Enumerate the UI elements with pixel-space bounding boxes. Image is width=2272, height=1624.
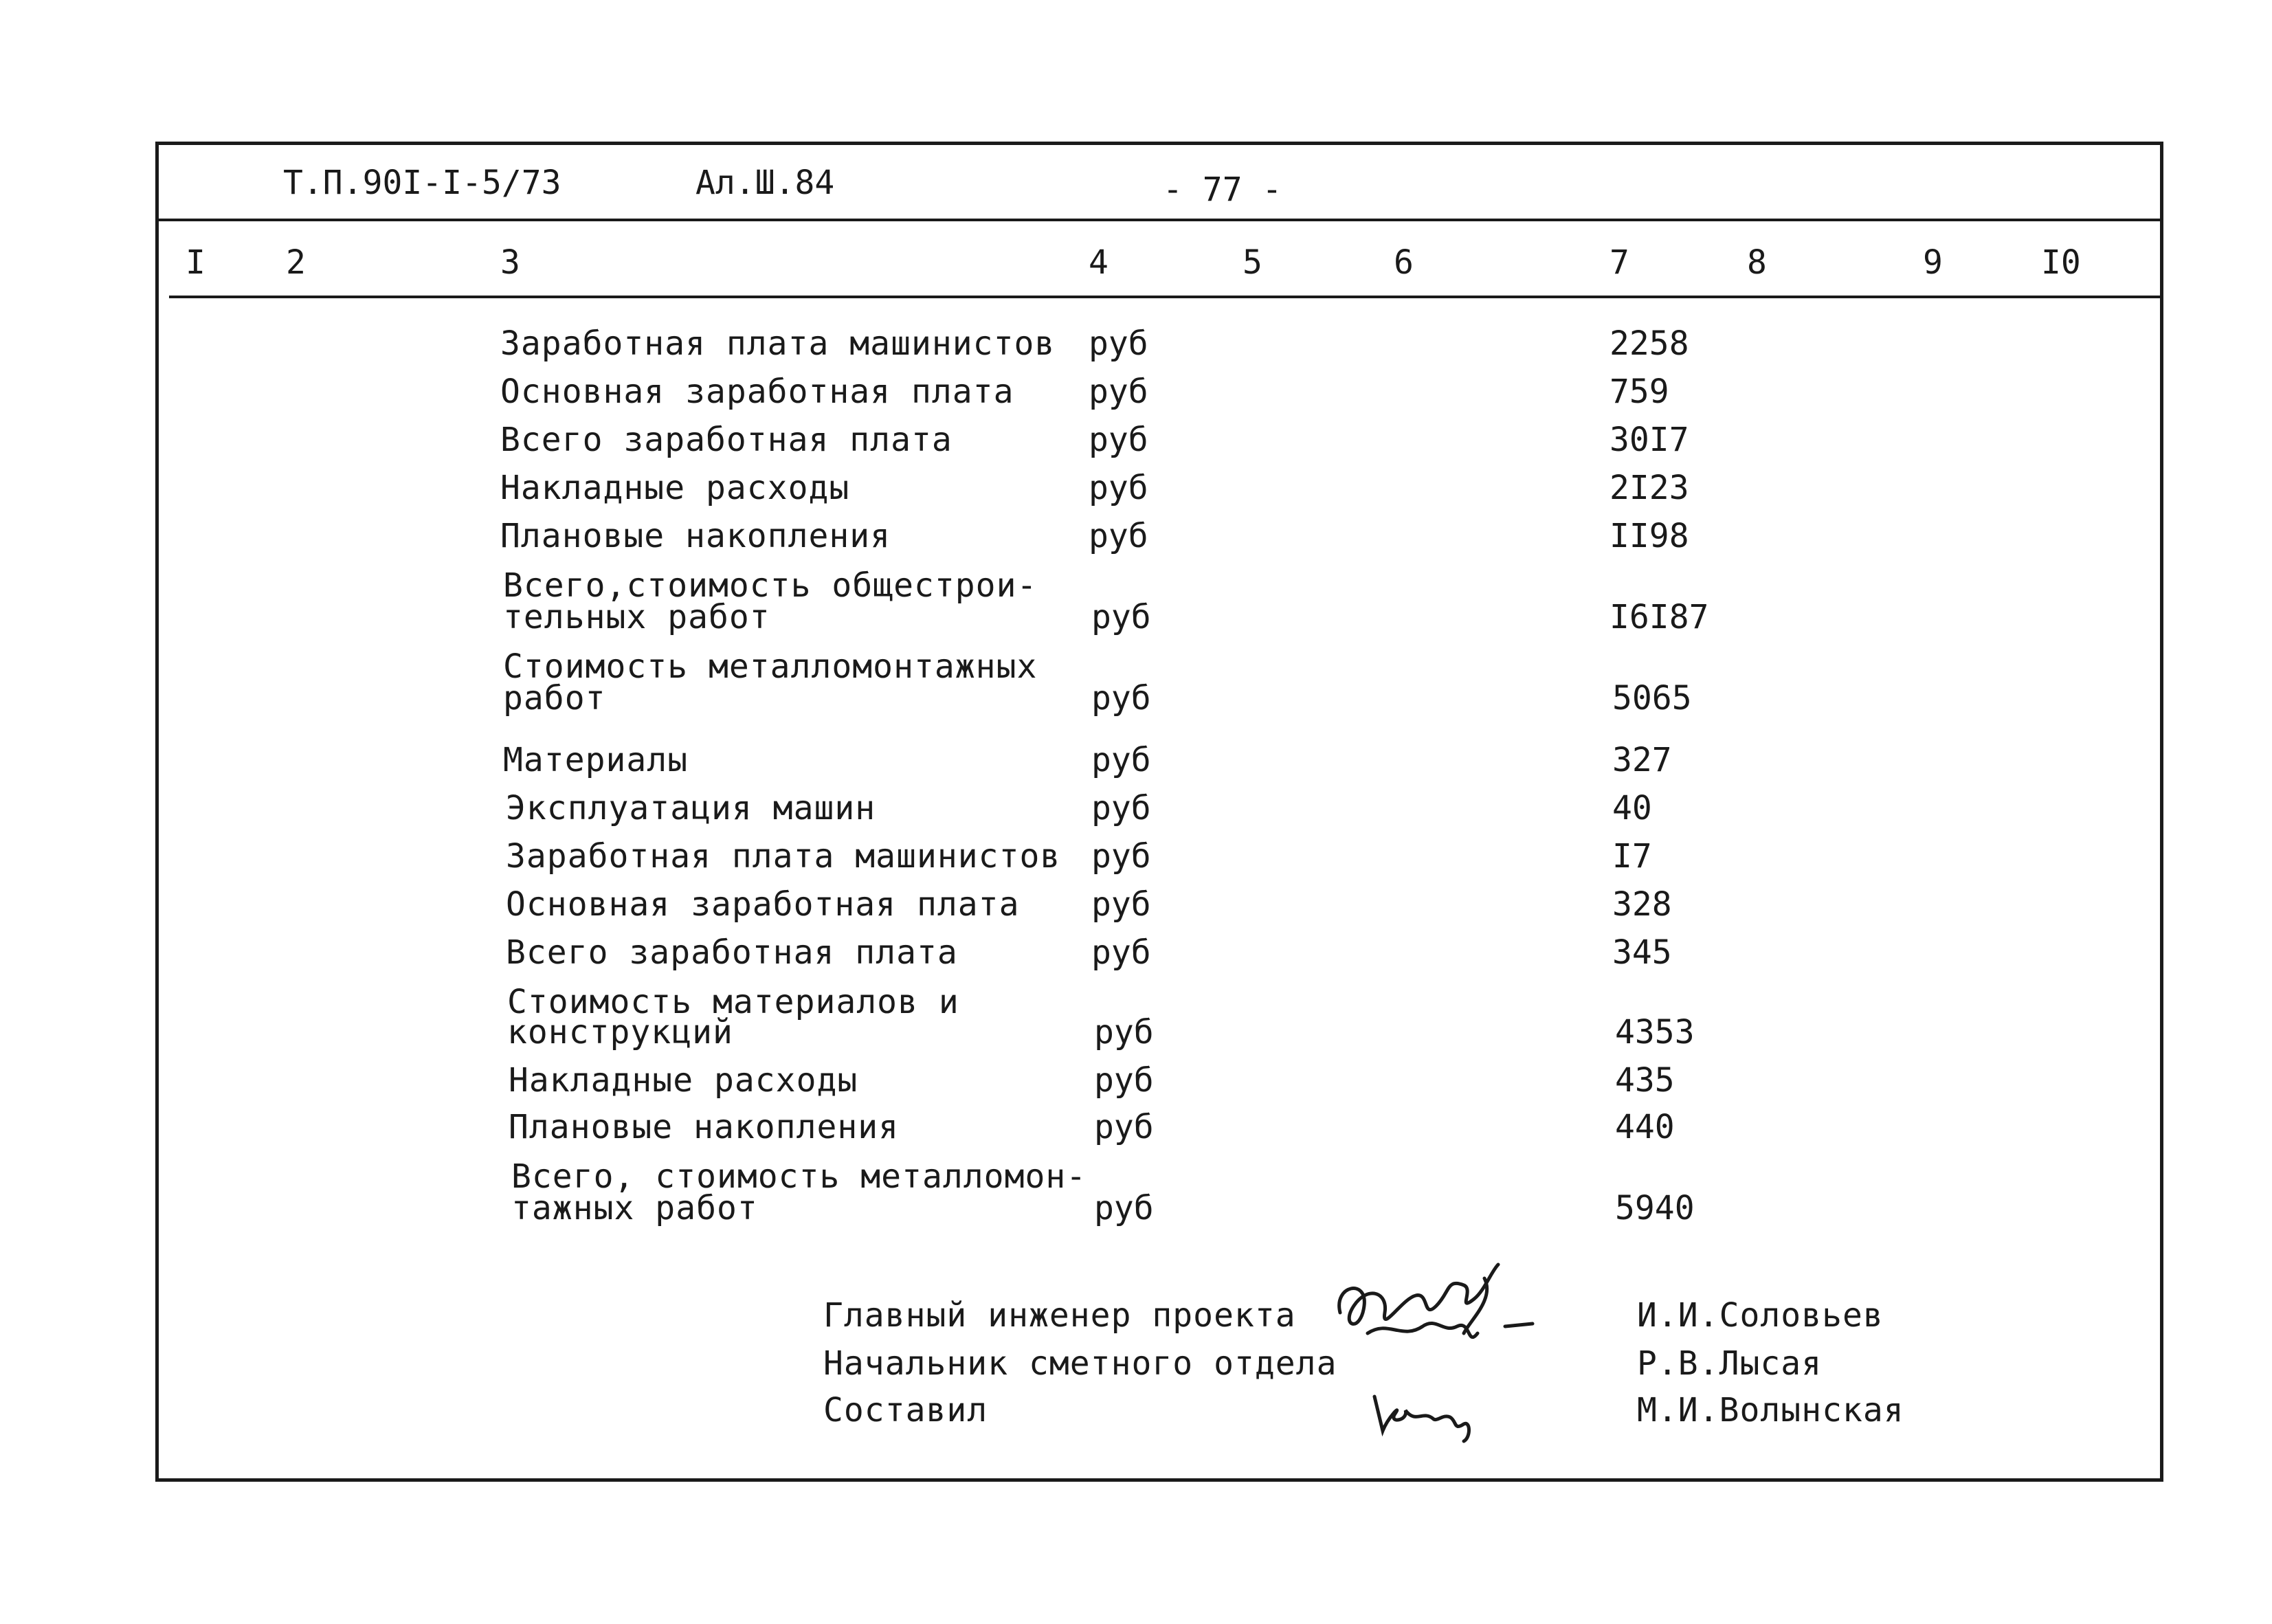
row-unit: руб [1089, 421, 1148, 459]
row-unit: руб [1094, 1013, 1154, 1052]
row-value: 5065 [1612, 679, 1692, 718]
row-name: Накладные расходы [509, 1061, 858, 1100]
doc-code: Т.П.90I-I-5/73 [283, 164, 561, 202]
row-name: Заработная плата машинистов [500, 324, 1056, 363]
row-name: Материалы [503, 741, 689, 779]
signature-person: И.И.Соловьев [1637, 1296, 1884, 1335]
row-name: Всего,стоимость общестрои- [503, 566, 1038, 605]
row-name: Заработная плата машинистов [506, 837, 1061, 876]
row-value: 327 [1612, 741, 1672, 779]
row-name: Стоимость металломонтажных [503, 647, 1038, 686]
row-name: Всего заработная плата [506, 933, 958, 972]
signature-person: Р.В.Лысая [1637, 1344, 1823, 1383]
page-number: - 77 - [1163, 170, 1282, 209]
album-number: Ал.Ш.84 [695, 164, 835, 202]
row-name: Плановые накопления [500, 517, 891, 555]
row-name-continuation: работ [503, 679, 606, 718]
column-number: 4 [1089, 243, 1109, 282]
signature-role: Главный инженер проекта [823, 1296, 1296, 1335]
row-name: Всего, стоимость металломон- [511, 1157, 1087, 1196]
row-value: 40 [1612, 789, 1652, 827]
page-frame [155, 142, 2163, 1482]
column-number: 2 [286, 243, 306, 282]
row-value: I6I87 [1610, 598, 1709, 636]
row-value: 440 [1615, 1108, 1675, 1146]
row-name: Основная заработная плата [506, 885, 1020, 924]
row-unit: руб [1094, 1108, 1154, 1146]
row-unit: руб [1091, 933, 1151, 972]
row-value: 759 [1610, 372, 1669, 411]
row-value: II98 [1610, 517, 1689, 555]
column-number: 7 [1610, 243, 1629, 282]
row-unit: руб [1091, 885, 1151, 924]
signature-role: Начальник сметного отдела [823, 1344, 1337, 1383]
column-number: I [186, 243, 205, 282]
row-unit: руб [1089, 517, 1148, 555]
handwritten-signature-1 [1326, 1258, 1553, 1368]
column-number: 9 [1923, 243, 1943, 282]
row-name-continuation: тельных работ [503, 598, 770, 636]
row-unit: руб [1091, 679, 1151, 718]
row-value: I7 [1612, 837, 1652, 876]
row-value: 345 [1612, 933, 1672, 972]
row-unit: руб [1091, 789, 1151, 827]
row-name-continuation: тажных работ [511, 1189, 758, 1227]
row-value: 328 [1612, 885, 1672, 924]
column-number: 3 [500, 243, 520, 282]
row-value: 2258 [1610, 324, 1689, 363]
column-number: 8 [1747, 243, 1767, 282]
row-value: 435 [1615, 1061, 1675, 1100]
row-unit: руб [1089, 372, 1148, 411]
row-value: 30I7 [1610, 421, 1689, 459]
row-value: 2I23 [1610, 469, 1689, 507]
row-name: Эксплуатация машин [506, 789, 876, 827]
row-unit: руб [1091, 598, 1151, 636]
row-name: Плановые накопления [509, 1108, 900, 1146]
row-name: Стоимость материалов и [507, 983, 959, 1021]
column-number: 6 [1394, 243, 1414, 282]
signature-role: Составил [823, 1391, 988, 1430]
row-unit: руб [1094, 1061, 1154, 1100]
row-value: 5940 [1615, 1189, 1695, 1227]
row-name: Накладные расходы [500, 469, 850, 507]
row-name-continuation: конструкций [507, 1013, 733, 1052]
row-name: Всего заработная плата [500, 421, 953, 459]
column-number: 5 [1243, 243, 1262, 282]
column-header-divider [169, 296, 2161, 298]
column-number: I0 [2041, 243, 2081, 282]
row-name: Основная заработная плата [500, 372, 1014, 411]
handwritten-signature-2 [1368, 1383, 1498, 1445]
header-divider [157, 219, 2161, 221]
row-unit: руб [1094, 1189, 1154, 1227]
row-unit: руб [1091, 837, 1151, 876]
row-unit: руб [1091, 741, 1151, 779]
signature-person: М.И.Волынская [1637, 1391, 1904, 1430]
row-value: 4353 [1615, 1013, 1695, 1052]
row-unit: руб [1089, 469, 1148, 507]
row-unit: руб [1089, 324, 1148, 363]
